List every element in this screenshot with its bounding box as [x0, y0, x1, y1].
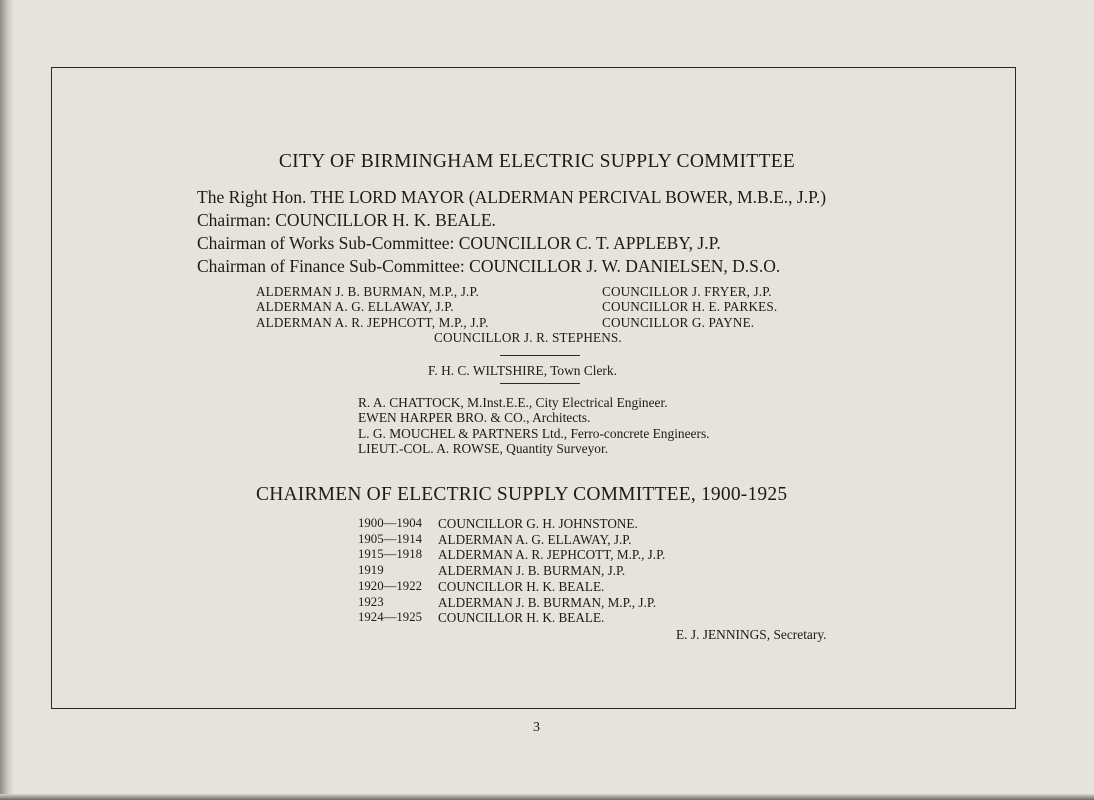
- chairman-years: 1920—1922: [358, 579, 422, 593]
- officer-finance-chairman: Chairman of Finance Sub-Committee: COUNCILLOR J. W. DANIELSEN, D.S.O.: [197, 256, 781, 276]
- member-right: COUNCILLOR G. PAYNE.: [602, 315, 755, 330]
- chairman-name: ALDERMAN A. G. ELLAWAY, J.P.: [438, 532, 632, 547]
- member-left: ALDERMAN J. B. BURMAN, M.P., J.P.: [256, 284, 479, 299]
- professional: LIEUT.-COL. A. ROWSE, Quantity Surveyor.: [358, 441, 609, 456]
- professional: EWEN HARPER BRO. & CO., Architects.: [358, 410, 591, 425]
- member-center: COUNCILLOR J. R. STEPHENS.: [434, 330, 622, 345]
- professional: R. A. CHATTOCK, M.Inst.E.E., City Electrical Engineer.: [358, 395, 668, 410]
- divider-rule: [500, 355, 580, 356]
- page-number: 3: [533, 720, 540, 735]
- member-left: ALDERMAN A. R. JEPHCOTT, M.P., J.P.: [256, 315, 489, 330]
- committee-title: CITY OF BIRMINGHAM ELECTRIC SUPPLY COMMITTEE: [278, 151, 796, 172]
- officer-chairman: Chairman: COUNCILLOR H. K. BEALE.: [197, 210, 496, 230]
- officer-lord-mayor: The Right Hon. THE LORD MAYOR (ALDERMAN PERCIVAL BOWER, M.B.E., J.P.): [197, 187, 827, 207]
- chairman-years: 1919: [358, 563, 384, 577]
- chairmen-title: CHAIRMEN OF ELECTRIC SUPPLY COMMITTEE, 1900-1925: [256, 484, 788, 505]
- officer-works-chairman: Chairman of Works Sub-Committee: COUNCILLOR C. T. APPLEBY, J.P.: [197, 233, 721, 253]
- member-left: ALDERMAN A. G. ELLAWAY, J.P.: [256, 299, 454, 314]
- member-right: COUNCILLOR H. E. PARKES.: [602, 299, 778, 314]
- page-binding-shadow: [0, 0, 14, 800]
- town-clerk: F. H. C. WILTSHIRE, Town Clerk.: [428, 363, 617, 378]
- page-bottom-edge: [0, 794, 1094, 800]
- professional: L. G. MOUCHEL & PARTNERS Ltd., Ferro-concrete Engineers.: [358, 426, 710, 441]
- chairman-name: ALDERMAN A. R. JEPHCOTT, M.P., J.P.: [438, 547, 666, 562]
- chairman-name: ALDERMAN J. B. BURMAN, J.P.: [438, 563, 626, 578]
- chairman-years: 1915—1918: [358, 547, 422, 561]
- chairman-years: 1905—1914: [358, 532, 422, 546]
- chairman-name: COUNCILLOR H. K. BEALE.: [438, 579, 605, 594]
- chairman-name: COUNCILLOR G. H. JOHNSTONE.: [438, 516, 638, 531]
- chairman-years: 1900—1904: [358, 516, 422, 530]
- chairman-years: 1923: [358, 595, 384, 609]
- member-right: COUNCILLOR J. FRYER, J.P.: [602, 284, 772, 299]
- chairman-name: COUNCILLOR H. K. BEALE.: [438, 610, 605, 625]
- secretary: E. J. JENNINGS, Secretary.: [676, 627, 827, 642]
- chairman-years: 1924—1925: [358, 610, 422, 624]
- divider-rule: [500, 383, 580, 384]
- chairman-name: ALDERMAN J. B. BURMAN, M.P., J.P.: [438, 595, 657, 610]
